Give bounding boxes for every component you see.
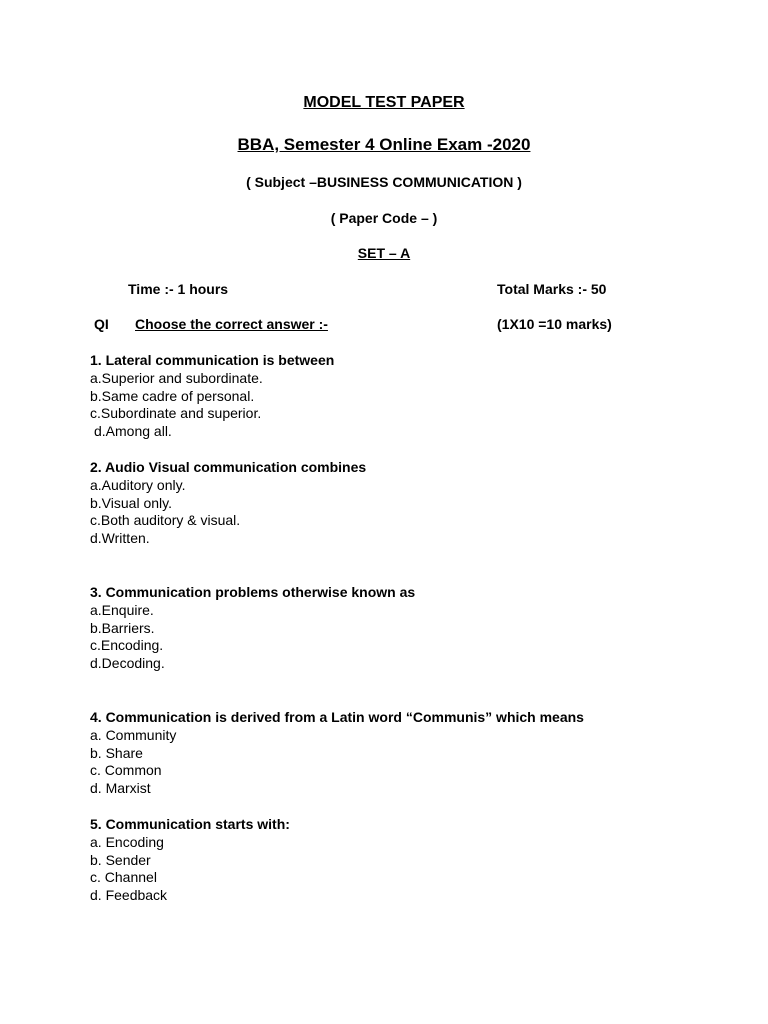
question-5 bbox=[90, 816, 290, 905]
question-text: 4. Communication is derived from a Latin word “Communis” which means bbox=[90, 709, 584, 725]
option-a: a.Enquire. bbox=[90, 601, 154, 618]
option-d: d.Written. bbox=[90, 530, 150, 547]
paper-code: ( Paper Code – ) bbox=[330, 210, 438, 226]
section-marks: (1X10 =10 marks) bbox=[497, 316, 612, 332]
option-c: c.Both auditory & visual. bbox=[90, 512, 241, 529]
option-d: d.Among all. bbox=[94, 423, 172, 440]
option-d: d. Feedback bbox=[90, 887, 168, 904]
option-a: a.Superior and subordinate. bbox=[90, 369, 263, 386]
subject-line: ( Subject –BUSINESS COMMUNICATION ) bbox=[246, 174, 522, 190]
section-label: QI bbox=[94, 316, 109, 332]
question-text: 5. Communication starts with: bbox=[90, 816, 290, 832]
question-1 bbox=[90, 352, 334, 441]
total-marks: Total Marks :- 50 bbox=[497, 281, 607, 297]
option-a: a.Auditory only. bbox=[90, 476, 186, 493]
question-2 bbox=[90, 459, 366, 548]
option-b: b.Visual only. bbox=[90, 494, 172, 511]
question-text: 2. Audio Visual communication combines bbox=[90, 459, 367, 475]
option-b: b.Barriers. bbox=[90, 619, 155, 636]
option-d: d.Decoding. bbox=[90, 655, 165, 672]
time-allowed: Time :- 1 hours bbox=[128, 281, 229, 297]
set-label: SET – A bbox=[357, 245, 411, 261]
option-b: b.Same cadre of personal. bbox=[90, 387, 255, 404]
option-c: c. Channel bbox=[90, 869, 157, 886]
option-c: c.Subordinate and superior. bbox=[90, 405, 262, 422]
question-3 bbox=[90, 584, 415, 673]
option-c: c.Encoding. bbox=[90, 637, 164, 654]
option-a: a. Community bbox=[90, 726, 177, 743]
question-text: 3. Communication problems otherwise known as bbox=[90, 584, 416, 600]
paper-title: MODEL TEST PAPER bbox=[303, 94, 465, 111]
option-b: b. Sender bbox=[90, 851, 151, 868]
section-instruction: Choose the correct answer :- bbox=[135, 316, 328, 332]
option-b: b. Share bbox=[90, 744, 143, 761]
option-d: d. Marxist bbox=[90, 780, 151, 797]
option-a: a. Encoding bbox=[90, 833, 164, 850]
question-text: 1. Lateral communication is between bbox=[90, 352, 335, 368]
option-c: c. Common bbox=[90, 762, 162, 779]
question-4 bbox=[90, 709, 584, 798]
exam-name: BBA, Semester 4 Online Exam -2020 bbox=[237, 135, 531, 154]
